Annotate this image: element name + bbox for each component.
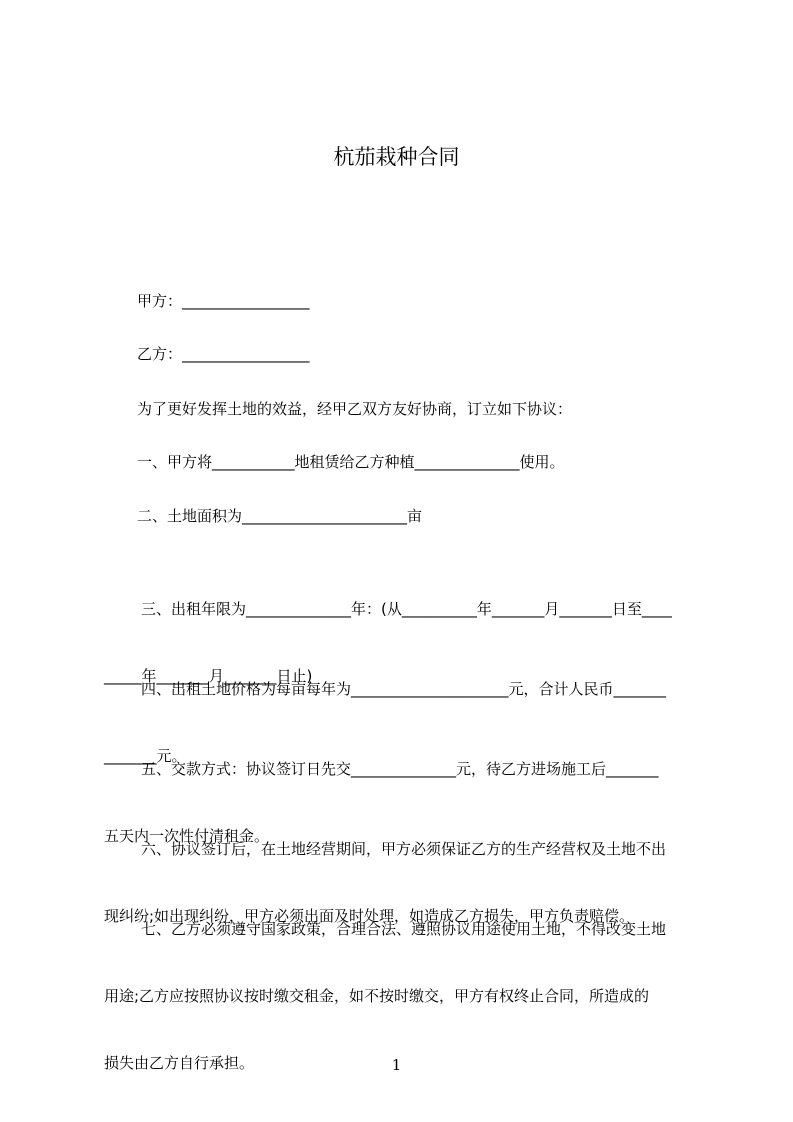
clause-4-line-1: 四、出租土地价格为每亩每年为_____________________元，合计人民币_______ bbox=[141, 680, 667, 698]
document-title: 杭茄栽种合同 bbox=[333, 145, 460, 169]
clause-2: 二、土地面积为______________________亩 bbox=[137, 507, 423, 525]
clause-1: 一、甲方将___________地租赁给乙方种植______________使用。 bbox=[137, 453, 565, 471]
clause-6-line-2: 现纠纷;如出现纠纷，甲方必须出面及时处理，如造成乙方损失，甲方负责赔偿。 bbox=[104, 907, 635, 925]
clause-3-line-1: 三、出租年限为______________年：(从__________年_______月_______日至____ bbox=[141, 600, 672, 618]
clause-7-line-1: 七、乙方必须遵守国家政策，合理合法、遵照协议用途使用土地，不得改变土地 bbox=[141, 920, 667, 938]
clause-7-line-2: 用途;乙方应按照协议按时缴交租金，如不按时缴交，甲方有权终止合同，所造成的 bbox=[104, 987, 650, 1005]
clause-6-line-1: 六、协议签订后，在土地经营期间，甲方必须保证乙方的生产经营权及土地不出 bbox=[141, 840, 667, 858]
party-a-line: 甲方：_________________ bbox=[137, 292, 310, 310]
clause-4-line-2: _______元。 bbox=[104, 747, 187, 765]
clause-7-line-3: 损失由乙方自行承担。 bbox=[104, 1054, 255, 1072]
intro-paragraph: 为了更好发挥土地的效益，经甲乙双方友好协商，订立如下协议： bbox=[137, 400, 573, 418]
party-b-line: 乙方：_________________ bbox=[137, 345, 310, 363]
clause-5-line-2: 五天内一次性付清租金。 bbox=[104, 827, 270, 845]
clause-3-line-2: _____年_______月_______日止) bbox=[104, 667, 313, 685]
clause-5-line-1: 五、交款方式：协议签订日先交______________元，待乙方进场施工后_______ bbox=[141, 760, 659, 778]
page-number: 1 bbox=[391, 1056, 402, 1074]
